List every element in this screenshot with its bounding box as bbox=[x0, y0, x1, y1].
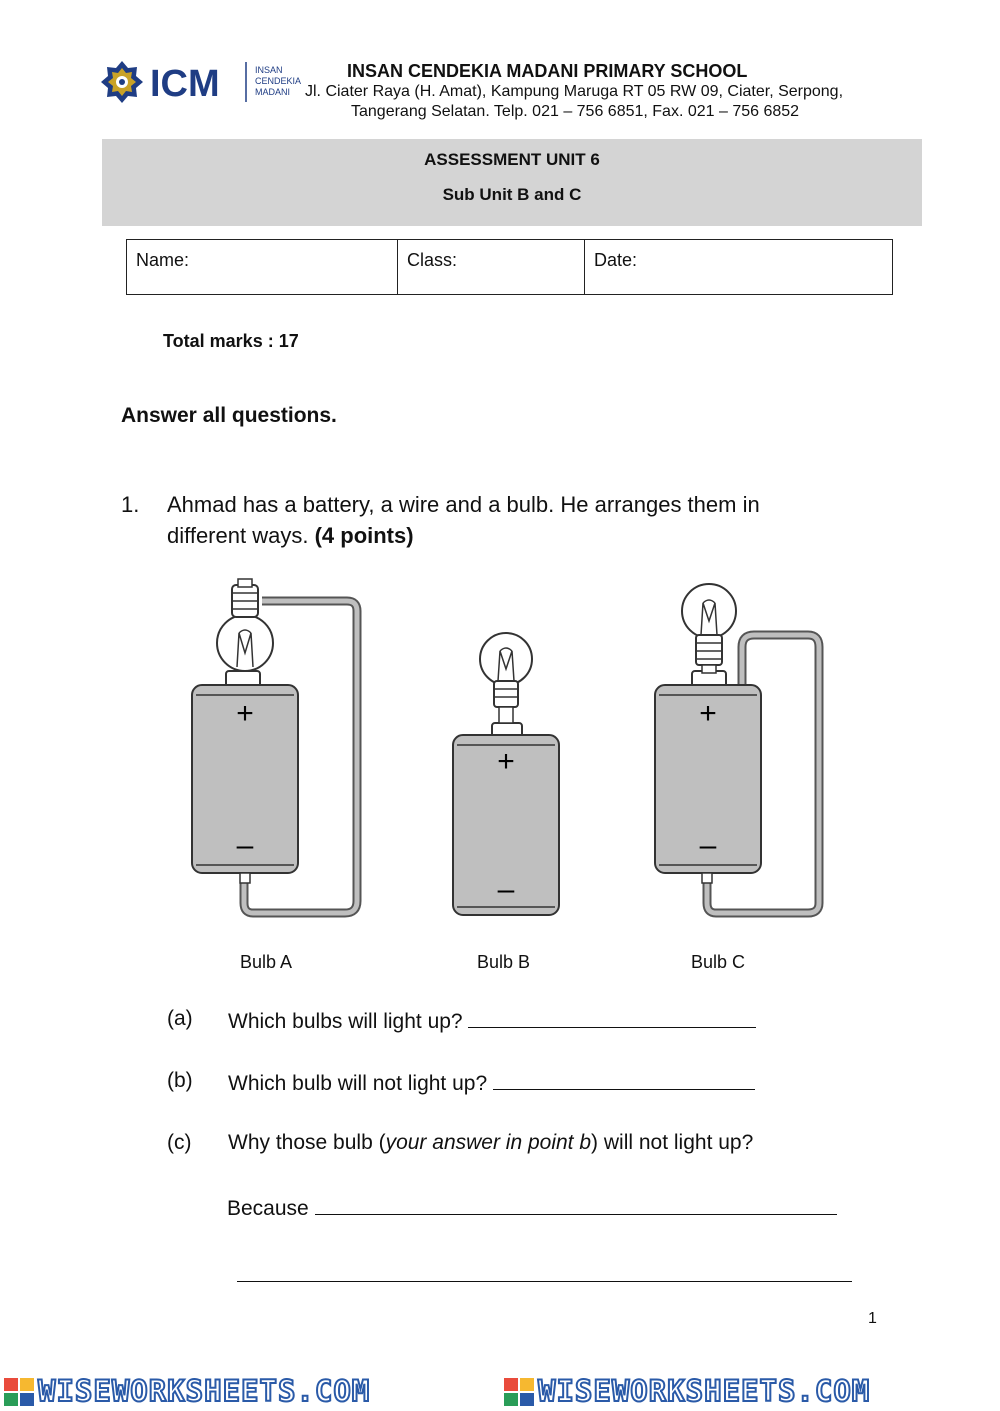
watermark-text-2: WISEWORKSHEETS.COM bbox=[538, 1374, 871, 1408]
student-info-table bbox=[126, 239, 893, 295]
bulb-a-setup bbox=[192, 579, 357, 913]
part-b-answer-blank[interactable] bbox=[493, 1069, 755, 1090]
part-a-letter: (a) bbox=[167, 1007, 193, 1030]
title-band bbox=[102, 139, 922, 226]
circuit-figure bbox=[150, 575, 850, 940]
wiseworksheets-badge-icon bbox=[504, 1378, 534, 1406]
circuit-diagram bbox=[150, 575, 850, 935]
date-cell[interactable] bbox=[585, 240, 892, 294]
logo-sub-1: INSAN bbox=[255, 65, 283, 75]
bulb-b-setup bbox=[453, 633, 559, 915]
battery-b-plus: + bbox=[497, 745, 515, 778]
question-text-line-2-body: different ways. bbox=[167, 523, 309, 548]
date-label: Date: bbox=[594, 250, 638, 270]
part-c-text-after: ) will not light up? bbox=[591, 1131, 754, 1154]
page-number: 1 bbox=[868, 1310, 877, 1327]
assessment-subtitle: Sub Unit B and C bbox=[442, 185, 582, 204]
bulb-b-label: Bulb B bbox=[477, 952, 531, 972]
question-number: 1. bbox=[121, 492, 140, 517]
school-name: INSAN CENDEKIA MADANI PRIMARY SCHOOL bbox=[347, 61, 748, 81]
name-cell[interactable] bbox=[127, 240, 398, 294]
battery-a-minus: – bbox=[236, 829, 254, 862]
because-line bbox=[227, 1194, 837, 1221]
part-c-text-before: Why those bulb ( bbox=[228, 1131, 386, 1154]
logo-text: ICM bbox=[150, 63, 220, 105]
part-a-answer-blank[interactable] bbox=[468, 1007, 756, 1028]
because-label: Because bbox=[227, 1197, 309, 1220]
question-text-line-2 bbox=[167, 523, 414, 549]
assessment-title: ASSESSMENT UNIT 6 bbox=[424, 150, 600, 169]
part-c-question bbox=[228, 1131, 753, 1155]
wiseworksheets-badge-icon bbox=[4, 1378, 34, 1406]
part-c-text-italic: your answer in point b bbox=[385, 1131, 592, 1154]
class-label: Class: bbox=[407, 250, 458, 270]
part-b-text: Which bulb will not light up? bbox=[228, 1072, 488, 1095]
address-line-1: Jl. Ciater Raya (H. Amat), Kampung Maruga RT 05 RW 09, Ciater, Serpong, bbox=[305, 83, 844, 100]
part-a-question bbox=[228, 1007, 756, 1034]
school-logo bbox=[98, 56, 308, 112]
class-cell[interactable] bbox=[398, 240, 585, 294]
watermark-text-1: WISEWORKSHEETS.COM bbox=[38, 1374, 371, 1408]
icm-logo-icon bbox=[98, 56, 308, 112]
logo-sub-3: MADANI bbox=[255, 87, 291, 97]
battery-b-minus: – bbox=[497, 873, 515, 906]
battery-c-plus: + bbox=[699, 697, 717, 730]
part-a-text: Which bulbs will light up? bbox=[228, 1010, 463, 1033]
part-c-answer-blank-2[interactable] bbox=[237, 1281, 852, 1282]
question-points: (4 points) bbox=[314, 523, 414, 548]
instructions: Answer all questions. bbox=[121, 404, 337, 427]
bulb-a-label: Bulb A bbox=[240, 952, 293, 972]
bulb-c-label: Bulb C bbox=[691, 952, 746, 972]
question-text-line-1: Ahmad has a battery, a wire and a bulb. He arranges them in bbox=[167, 492, 760, 517]
logo-sub-2: CENDEKIA bbox=[255, 76, 302, 86]
battery-c-minus: – bbox=[699, 829, 717, 862]
part-c-answer-blank-1[interactable] bbox=[315, 1194, 837, 1215]
part-b-question bbox=[228, 1069, 755, 1096]
battery-a-plus: + bbox=[236, 697, 254, 730]
footer-watermark bbox=[0, 1372, 1000, 1411]
address-line-2: Tangerang Selatan. Telp. 021 – 756 6851, Fax. 021 – 756 6852 bbox=[351, 103, 800, 120]
part-b-letter: (b) bbox=[167, 1069, 193, 1092]
part-c-letter: (c) bbox=[167, 1131, 192, 1154]
total-marks: Total marks : 17 bbox=[163, 331, 299, 351]
name-label: Name: bbox=[136, 250, 190, 270]
bulb-c-setup bbox=[655, 584, 819, 913]
